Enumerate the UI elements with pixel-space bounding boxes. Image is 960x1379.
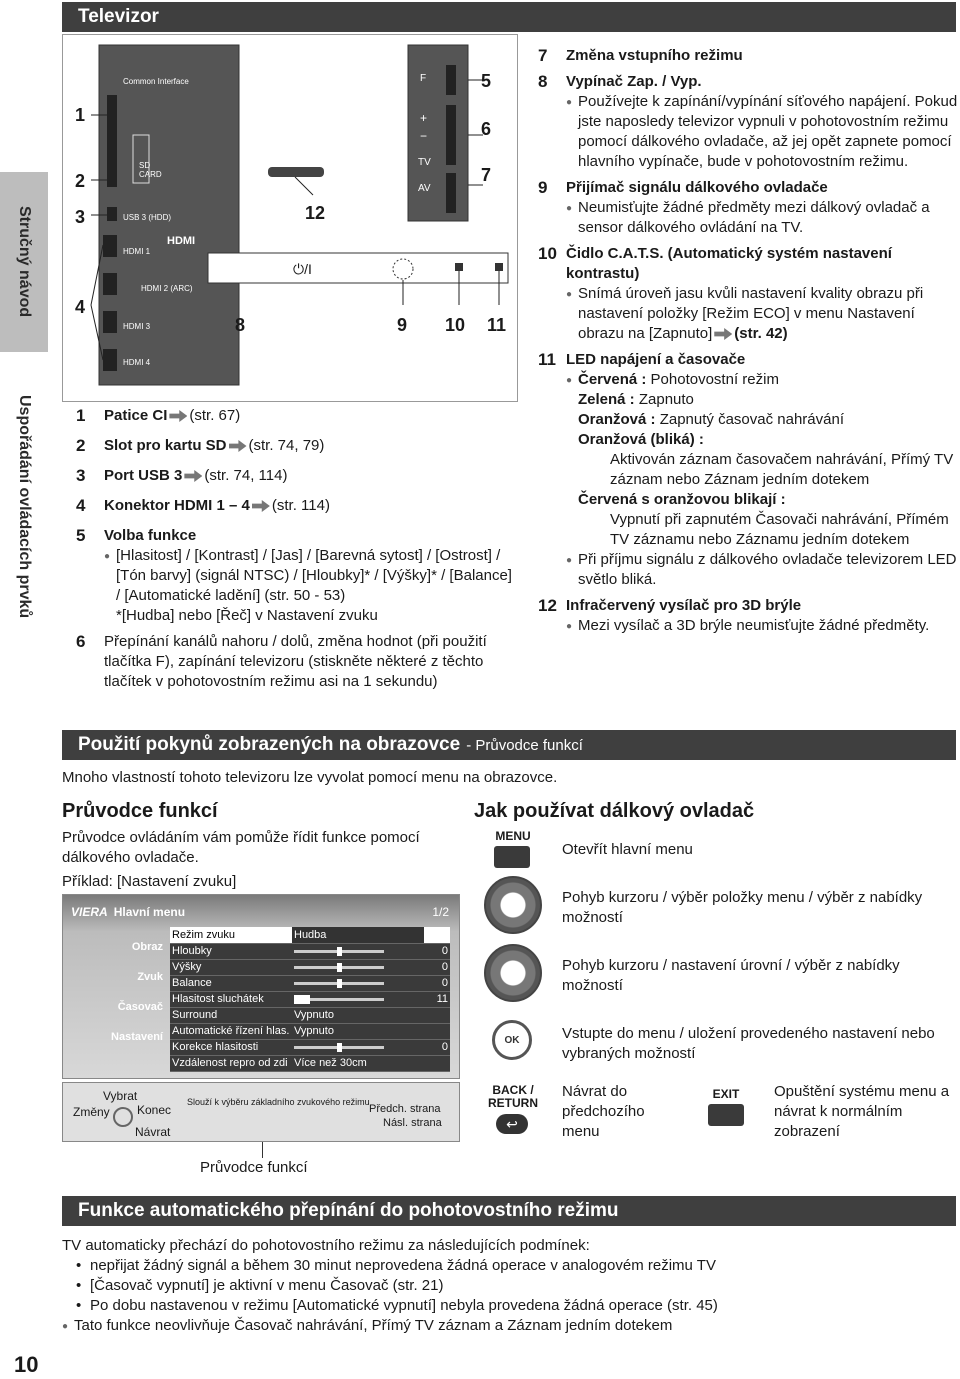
list-item: 3 Port USB 3 (str. 74, 114) bbox=[76, 466, 288, 485]
guide-example: Příklad: [Nastavení zvuku] bbox=[62, 873, 237, 890]
led-red-orange: Červená s oranžovou blikají : bbox=[578, 491, 786, 508]
list-item: 11 LED napájení a časovače ● Červená : Pohotovostní režim Zelená : Zapnuto Oranžová : Zapnutý časovač nahrávání Oranžová (bliká) : Aktivován záznam časovačem nahrávání, Přímý TV záznam nebo Záznam jedním dotekem Červená s oranžovou blikají : Vypnutí při zapnutém Časovači nahrávání, Přímém TV záznamu nebo Záznamu jedním dotekem ● Při příjmu signálu z dálkového ovladače televizorem LED světlo bliká. bbox=[526, 350, 958, 590]
label-hdmi3: HDMI 3 bbox=[123, 322, 151, 331]
callout-8: 8 bbox=[235, 315, 246, 335]
callout-1: 1 bbox=[75, 105, 86, 125]
menu-row[interactable]: Hloubky 0 bbox=[172, 945, 448, 957]
auto-standby-intro: TV automaticky přechází do pohotovostního režimu za následujících podmínek: bbox=[62, 1237, 590, 1254]
section-bar-auto-standby bbox=[62, 1196, 956, 1226]
item-bullet: ● Mezi vysílač a 3D brýle neumisťujte žádné předměty. bbox=[566, 616, 958, 636]
list-item: • Po dobu nastavenou v režimu [Automatické vypnutí] nebyla provedena žádná operace (str. 45) bbox=[62, 1296, 956, 1316]
item-ref: (str. 67) bbox=[189, 407, 241, 424]
menu-table bbox=[170, 927, 450, 1072]
list-item: 2 Slot pro kartu SD (str. 74, 79) bbox=[76, 436, 325, 455]
item-bullet: ● Při příjmu signálu z dálkového ovladače televizorem LED světlo bliká. bbox=[566, 550, 958, 590]
led-green: Zelená : Zapnuto bbox=[578, 391, 694, 408]
item-title: Infračervený vysílač pro 3D brýle bbox=[566, 597, 802, 614]
led-orange: Oranžová : Zapnutý časovač nahrávání bbox=[578, 411, 844, 428]
tv-panel-diagram bbox=[62, 34, 518, 402]
menu-screen bbox=[62, 894, 460, 1079]
guide-prev[interactable]: Předch. strana bbox=[369, 1103, 441, 1115]
item-title: Slot pro kartu SD bbox=[104, 437, 227, 454]
menu-category-obraz[interactable]: Obraz bbox=[131, 941, 163, 953]
list-item: 1 Patice CI (str. 67) bbox=[76, 406, 241, 425]
hdmi3-port-shape bbox=[103, 311, 117, 333]
item-title: Změna vstupního režimu bbox=[566, 47, 743, 64]
guide-exit: Konec bbox=[137, 1103, 172, 1117]
cats-sensor-shape bbox=[455, 263, 463, 271]
item-ref: (str. 74, 79) bbox=[248, 437, 325, 454]
guide-caption: Průvodce funkcí bbox=[200, 1159, 308, 1176]
callout-9: 9 bbox=[397, 315, 408, 335]
label-av: AV bbox=[418, 183, 431, 194]
exit-button[interactable] bbox=[708, 1104, 744, 1126]
led-orange-blink: Oranžová (bliká) : bbox=[578, 431, 704, 448]
label-power: ⏻/I bbox=[293, 261, 312, 277]
menu-row[interactable]: Automatické řízení hlas. Vypnuto bbox=[170, 1023, 450, 1039]
list-item: 12 Infračervený vysílač pro 3D brýle ● Mezi vysílač a 3D brýle neumisťujte žádné předměty. bbox=[526, 596, 958, 636]
side-tab-label: Stručný návod bbox=[16, 206, 33, 318]
menu-row[interactable]: Hlasitost sluchátek 11 bbox=[172, 993, 448, 1005]
list-item: 5 Volba funkce ● [Hlasitost] / [Kontrast] / [Jas] / [Barevná sytost] / [Ostrost] / [Tón barvy] (signál NTSC) / [Hloubky]* / [Výšky]* / [Balance] / [Automatické ladění] (str. 50 - 53) *[Hudba] nebo [Řeč] v Nastavení zvuku bbox=[64, 526, 518, 626]
arrow-icon bbox=[714, 328, 732, 340]
menu-page: 1/2 bbox=[432, 905, 449, 919]
hdmi1-port-shape bbox=[103, 235, 117, 257]
guide-description: Slouží k výběru základního zvukového režimu bbox=[187, 1097, 370, 1107]
list-item: • nepřijat žádný signál a během 30 minut neprovedena žádná operace v analogovém režimu TV bbox=[62, 1256, 956, 1276]
function-guide-bar bbox=[62, 1082, 460, 1142]
input-button-shape bbox=[446, 173, 456, 213]
callout-11: 11 bbox=[487, 315, 507, 335]
section-title: Použití pokynů zobrazených na obrazovce bbox=[78, 734, 461, 755]
f-button-shape bbox=[446, 65, 456, 95]
dpad-icon bbox=[113, 1107, 133, 1127]
menu-row[interactable]: Režim zvuku Hudba bbox=[170, 927, 450, 943]
arrow-icon bbox=[252, 500, 270, 512]
control-panel-shape bbox=[408, 45, 468, 221]
item-bullet: ● [Hlasitost] / [Kontrast] / [Jas] / [Barevná sytost] / [Ostrost] / [Tón barvy] (signál NTSC) / [Hloubky]* / [Výšky]* / [Balance] / [Automatické ladění] (str. 50 - 53) bbox=[104, 546, 518, 606]
item-note: *[Hudba] nebo [Řeč] v Nastavení zvuku bbox=[116, 607, 378, 624]
section-bar-onscreen bbox=[62, 730, 956, 760]
exit-button-label: EXIT bbox=[712, 1087, 740, 1101]
sd-slot-shape bbox=[107, 165, 117, 187]
slider-bar[interactable] bbox=[294, 950, 384, 953]
slider-bar[interactable] bbox=[294, 982, 384, 985]
label-tv: TV bbox=[418, 157, 431, 168]
list-item: 8 Vypínač Zap. / Vyp. ● Používejte k zapínání/vypínání síťového napájení. Pokud jste naposledy televizor vypnuli v pohotovostním režimu pomocí dálkového ovladače, až jej opět zapnete pomocí hlavního vypínače, bude v pohotovostním režimu. bbox=[526, 72, 958, 172]
slider-bar[interactable] bbox=[294, 966, 384, 969]
slider-bar[interactable] bbox=[294, 998, 384, 1001]
led-shape bbox=[495, 263, 503, 271]
list-item: 7 Změna vstupního režimu bbox=[526, 46, 958, 66]
side-tab-quick-guide bbox=[0, 172, 48, 352]
arrow-icon bbox=[229, 440, 247, 452]
section-subtitle: - Průvodce funkcí bbox=[466, 736, 583, 754]
label-sd-card: SD CARD bbox=[139, 161, 162, 179]
guide-change: Změny bbox=[73, 1105, 110, 1119]
item-title: Přijímač signálu dálkového ovladače bbox=[566, 179, 828, 196]
caption-line bbox=[262, 1142, 263, 1158]
list-item: 4 Konektor HDMI 1 – 4 (str. 114) bbox=[76, 496, 330, 515]
guide-return: Návrat bbox=[135, 1125, 171, 1139]
usb-port-shape bbox=[107, 207, 117, 221]
item-title: Port USB 3 bbox=[104, 467, 183, 484]
item-bullet: ● Neumisťujte žádné předměty mezi dálkový ovladač a sensor dálkového ovládání na TV. bbox=[566, 198, 958, 238]
label-common-interface: Common Interface bbox=[123, 77, 189, 86]
callout-3: 3 bbox=[75, 207, 86, 227]
back-return-button[interactable]: ↩ bbox=[496, 1114, 528, 1134]
label-hdmi1: HDMI 1 bbox=[123, 247, 151, 256]
guide-next[interactable]: Násl. strana bbox=[383, 1117, 442, 1129]
led-red-orange-text: Vypnutí při zapnutém Časovači nahrávání, Přímém TV záznamu nebo Záznamu jedním dotekem bbox=[610, 511, 949, 548]
guide-text: Průvodce ovládáním vám pomůže řídit funkce pomocí dálkového ovladače. bbox=[62, 829, 420, 866]
exit-button-text: Opuštění systému menu a návrat k normálním zobrazení bbox=[774, 1083, 950, 1140]
menu-row[interactable]: Vzdálenost repro od zdi Více než 30cm bbox=[170, 1055, 450, 1071]
section2-intro: Mnoho vlastností tohoto televizoru lze vyvolat pomocí menu na obrazovce. bbox=[62, 769, 558, 786]
menu-row[interactable]: Balance 0 bbox=[172, 977, 448, 989]
menu-categories bbox=[71, 935, 163, 1055]
remote-heading: Jak používat dálkový ovladač bbox=[474, 800, 755, 822]
label-plus: + bbox=[420, 111, 428, 125]
dpad-updown-text: Pohyb kurzoru / výběr položky menu / výběr z nabídky možností bbox=[562, 889, 923, 926]
menu-button[interactable] bbox=[494, 846, 530, 868]
callout-7: 7 bbox=[481, 165, 492, 185]
callout-5: 5 bbox=[481, 71, 492, 91]
item-title: Konektor HDMI 1 – 4 bbox=[104, 497, 250, 514]
page-number: 10 bbox=[14, 1352, 39, 1377]
dpad-updown-icon[interactable] bbox=[484, 876, 542, 934]
guide-select: Vybrat bbox=[103, 1089, 138, 1103]
ok-button[interactable]: OK bbox=[492, 1020, 532, 1060]
section-title: Televizor bbox=[78, 6, 159, 27]
section-bar-televizor bbox=[62, 2, 956, 32]
left-item-list bbox=[64, 406, 518, 694]
ok-button-text: Vstupte do menu / uložení provedeného nastavení nebo vybraných možností bbox=[562, 1025, 935, 1062]
hdmi4-port-shape bbox=[103, 349, 117, 371]
list-item: • [Časovač vypnutí] je aktivní v menu Časovač (str. 21) bbox=[62, 1276, 956, 1296]
hdmi2-port-shape bbox=[103, 273, 117, 295]
menu-category-zvuk[interactable]: Zvuk bbox=[137, 971, 163, 983]
label-hdmi2: HDMI 2 (ARC) bbox=[141, 284, 193, 293]
guide-heading: Průvodce funkcí bbox=[62, 800, 218, 822]
viera-logo: VIERA bbox=[71, 905, 108, 919]
menu-category-casovac[interactable]: Časovač bbox=[117, 1001, 163, 1013]
slider-bar[interactable] bbox=[294, 1046, 384, 1049]
item-bullet: ● Snímá úroveň jasu kvůli nastavení kvality obrazu při nastavení položky [Režim ECO] v menu Nastavení obrazu na [Zapnuto] (str. 42) bbox=[566, 284, 958, 344]
menu-button-text: Otevřít hlavní menu bbox=[562, 841, 693, 858]
item-ref: (str. 74, 114) bbox=[204, 467, 288, 484]
label-f: F bbox=[420, 73, 427, 84]
back-button-label: BACK / RETURN bbox=[488, 1083, 538, 1110]
ir-emitter-shape bbox=[268, 167, 324, 177]
label-hdmi4: HDMI 4 bbox=[123, 358, 151, 367]
right-item-list bbox=[526, 46, 958, 638]
item-title: Volba funkce bbox=[104, 527, 197, 544]
item-bullet: ● Používejte k zapínání/vypínání síťového napájení. Pokud jste naposledy televizor vypnuli v pohotovostním režimu pomocí dálkového ovladače, až jej opět zapnete pomocí hlavního vypínače, bude v pohotovostním režimu. bbox=[566, 92, 958, 172]
callout-2: 2 bbox=[75, 171, 86, 191]
menu-header: VIERA Hlavní menu bbox=[71, 905, 186, 919]
item-title: Patice CI bbox=[104, 407, 168, 424]
menu-row[interactable]: Surround Vypnuto bbox=[170, 1007, 450, 1023]
callout-4: 4 bbox=[75, 297, 86, 317]
dpad-leftright-icon[interactable] bbox=[484, 944, 542, 1002]
arrow-icon bbox=[184, 470, 202, 482]
list-item: 10 Čidlo C.A.T.S. (Automatický systém nastavení kontrastu) ● Snímá úroveň jasu kvůli nastavení kvality obrazu při nastavení položky [Režim ECO] v menu Nastavení obrazu na [Zapnuto] (str. 42) bbox=[526, 244, 958, 344]
led-red: ● Červená : Pohotovostní režim bbox=[566, 370, 958, 390]
back-button-text: Návrat do předchozího menu bbox=[562, 1083, 645, 1140]
ci-slot-shape bbox=[107, 95, 117, 175]
dpad-leftright-text: Pohyb kurzoru / nastavení úrovní / výběr z nabídky možností bbox=[562, 957, 900, 994]
section-title: Funkce automatického přepínání do pohotovostního režimu bbox=[78, 1200, 619, 1221]
callout-line-12 bbox=[295, 177, 313, 195]
auto-standby-note: ● Tato funkce neovlivňuje Časovač nahrávání, Přímý TV záznam a Záznam jedním dotekem bbox=[62, 1316, 956, 1336]
item-title: Čidlo C.A.T.S. (Automatický systém nastavení kontrastu) bbox=[566, 245, 892, 282]
side-tab-controls bbox=[0, 352, 48, 662]
menu-button-label: MENU bbox=[495, 829, 531, 843]
list-item: 9 Přijímač signálu dálkového ovladače ● Neumisťujte žádné předměty mezi dálkový ovladač a sensor dálkového ovládání na TV. bbox=[526, 178, 958, 238]
callout-6: 6 bbox=[481, 119, 492, 139]
callout-12: 12 bbox=[305, 203, 326, 223]
item-title: Vypínač Zap. / Vyp. bbox=[566, 73, 702, 90]
led-orange-blink-text: Aktivován záznam časovačem nahrávání, Přímý TV záznam nebo Záznam jedním dotekem bbox=[610, 451, 954, 488]
menu-category-nastaveni[interactable]: Nastavení bbox=[111, 1031, 163, 1043]
item-title: LED napájení a časovače bbox=[566, 351, 746, 368]
item-text: Přepínání kanálů nahoru / dolů, změna hodnot (při použití tlačítka F), zapínání televizoru (stiskněte některé z těchto tlačítek v pohotovostním režimu asi na 1 sekundu) bbox=[104, 633, 487, 690]
auto-standby-content bbox=[62, 1236, 956, 1336]
side-tab-label: Uspořádání ovládacích prvků bbox=[16, 395, 33, 619]
label-usb: USB 3 (HDD) bbox=[123, 213, 172, 222]
item-ref: (str. 114) bbox=[271, 497, 330, 514]
menu-row[interactable]: Korekce hlasitosti 0 bbox=[172, 1041, 448, 1053]
label-hdmi-logo: HDMI bbox=[167, 235, 196, 247]
menu-row[interactable]: Výšky 0 bbox=[172, 961, 448, 973]
list-item: 6 Přepínání kanálů nahoru / dolů, změna hodnot (při použití tlačítka F), zapínání televizoru (stiskněte některé z těchto tlačítek v pohotovostním režimu asi na 1 sekundu) bbox=[64, 632, 518, 692]
label-minus: − bbox=[420, 129, 428, 143]
arrow-icon bbox=[169, 410, 187, 422]
ch-button-shape bbox=[446, 105, 456, 165]
callout-10: 10 bbox=[445, 315, 466, 335]
